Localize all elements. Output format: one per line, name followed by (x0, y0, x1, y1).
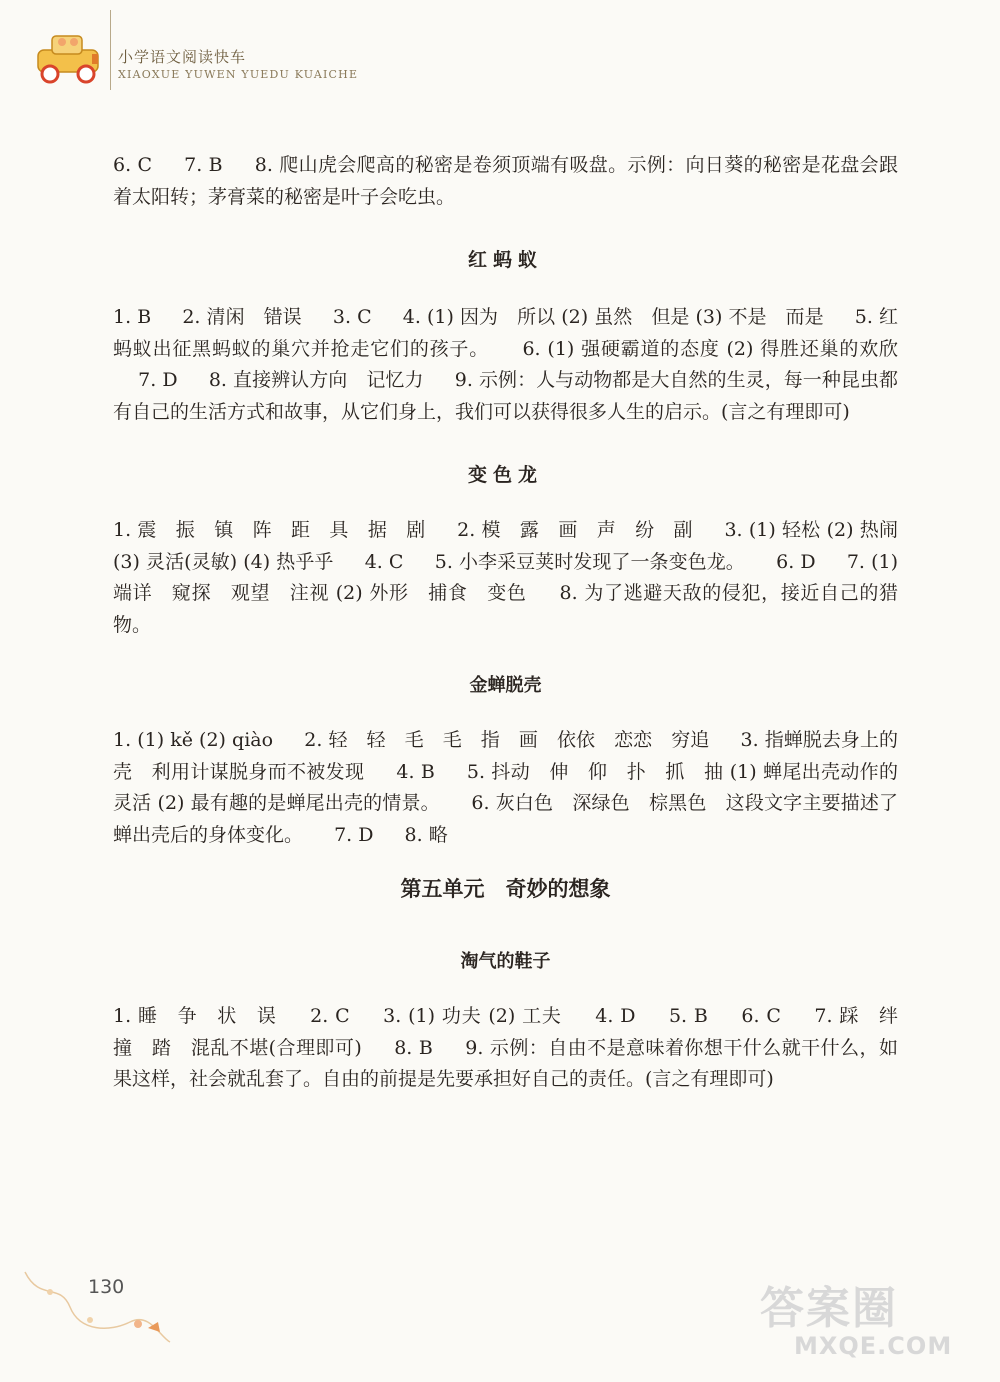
book-subtitle: XIAOXUE YUWEN YUEDU KUAICHE (118, 68, 359, 81)
section-text-red-ants: 1. B 2. 清闲 错误 3. C 4. (1) 因为 所以 (2) 虽然 但是 (3) 不是 而是 5. 红蚂蚁出征黑蚂蚁的巢穴并抢走它们的孩子。 6. (1) 强硬霸道的态度 (2) 得胜还巢的欢欣 7. D 8. 直接辨认方向 记忆力 9. 示例：人与动物都是大自然的生灵，每一种昆虫都有自己的生活方式和故事，从它们身上，我们可以获得很多人生的启示。(言之有理即可) (113, 306, 898, 423)
section-text-chameleon: 1. 震 振 镇 阵 距 具 据 剧 2. 模 露 画 声 纷 副 3. (1) 轻松 (2) 热闹 (3) 灵活(灵敏) (4) 热乎乎 4. C 5. 小李采豆荚时发现了一条变色龙。 6. D 7. (1) 端详 窥探 观望 注视 (2) 外形 捕食 变色 8. 为了逃避天敌的侵犯，接近自己的猎物。 (113, 519, 898, 636)
section-title-cicada: 金蝉脱壳 (469, 675, 542, 696)
watermark (760, 1272, 952, 1360)
header-divider (110, 10, 111, 90)
section-text-cicada: 1. (1) kě (2) qiào 2. 轻 轻 毛 毛 指 画 依依 恋恋 穷追 3. 指蝉脱去身上的壳 利用计谋脱身而不被发现 4. B 5. 抖动 伸 仰 扑 抓 抽 (1) 蝉尾出壳动作的灵活 (2) 最有趣的是蝉尾出壳的情景。 6. 灰白色 深绿色 棕黑色 这段文字主要描述了蝉出壳后的身体变化。 7. D 8. 略 (113, 729, 898, 846)
section-text-naughty-shoes: 1. 睡 争 状 误 2. C 3. (1) 功夫 (2) 工夫 4. D 5. B 6. C 7. 踩 绊 撞 踏 混乱不堪(合理即可) 8. B 9. 示例：自由不是意味着你想干什么就干什么，如果这样，社会就乱套了。自由的前提是先要承担好自己的责任。(言之有理即可) (113, 1005, 918, 1090)
page-number: 130 (88, 1276, 125, 1298)
section-title-red-ants: 红蚂蚁 (467, 249, 543, 271)
section-title-naughty-shoes: 淘气的鞋子 (460, 951, 551, 972)
watermark-url: MXQE.COM (794, 1332, 953, 1360)
car-logo-icon (30, 28, 106, 88)
book-title: 小学语文阅读快车 (118, 48, 247, 66)
watermark-text: 答案圈 (760, 1283, 898, 1334)
page-header (0, 0, 1000, 120)
unit-title: 第五单元 奇妙的想象 (400, 876, 611, 901)
section-title-chameleon: 变色龙 (467, 464, 543, 486)
answer-content (113, 150, 918, 1096)
intro-answers: 6. C 7. B 8. 爬山虎会爬高的秘密是卷须顶端有吸盘。示例：向日葵的秘密是花盘会跟着太阳转；茅膏菜的秘密是叶子会吃虫。 (113, 154, 898, 208)
